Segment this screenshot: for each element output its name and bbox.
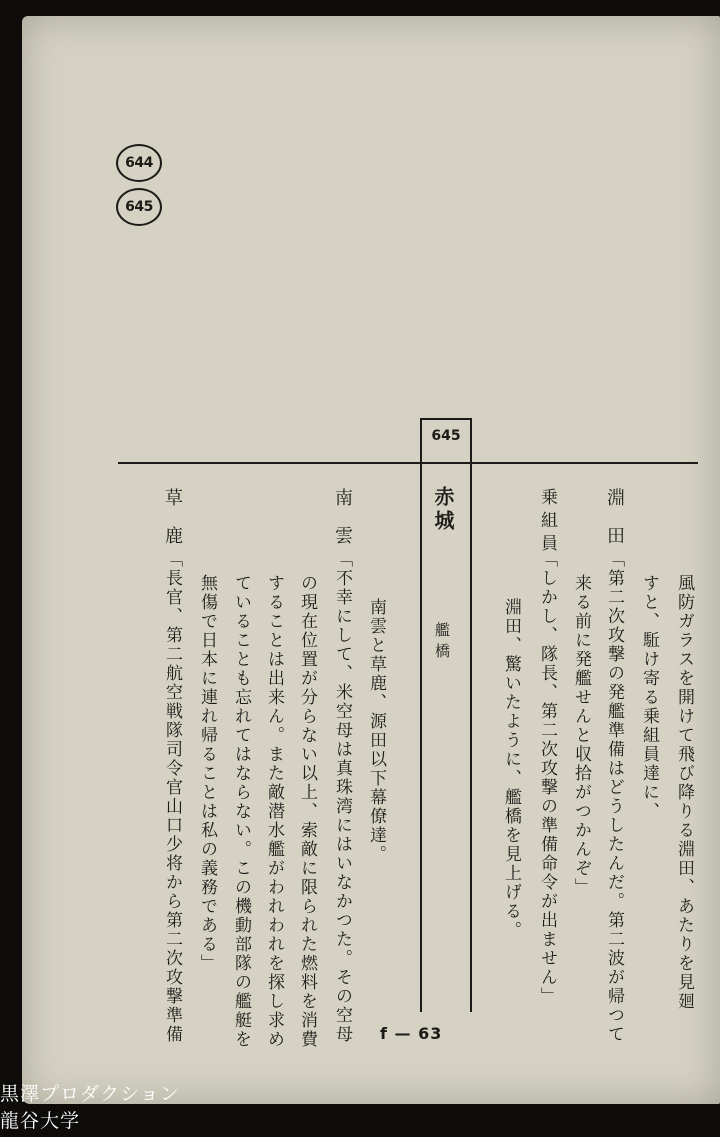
dialog-line: 来る前に発艦せんと収拾がつかんぞ」 [571,574,591,897]
action-line: すと、駈け寄る乗組員達に、 [639,574,659,821]
dialog-line: 「しかし、隊長、第二次攻撃の準備命令が出ません」 [537,550,557,1006]
header-rule [118,462,698,464]
watermark-production: 黒澤プロダクション [0,1083,180,1105]
circled-page-number: 645 [116,188,162,226]
action-line: 南雲と草鹿、源田以下幕僚達。 [366,598,386,864]
page-footer: f — 63 [380,1024,443,1043]
action-line: 淵田、驚いたように、艦橋を見上げる。 [501,598,521,940]
speaker-name: 草鹿 [162,488,183,564]
speaker-name: 南雲 [332,488,353,564]
watermark-university: 龍谷大学 [0,1110,81,1132]
speaker-name: 乗組員 [537,488,557,557]
scene-place: 赤城 [431,486,455,534]
scene-number: 645 [431,428,461,444]
dialog-line: することは出来ん。また敵潜水艦がわれわれを探し求め [264,574,284,1049]
dialog-line: ていることも忘れてはならない。この機動部隊の艦艇を [231,574,251,1049]
speaker-name: 淵田 [604,488,625,564]
action-line: 風防ガラスを開けて飛び降りる淵田、あたりを見廻 [674,574,694,1011]
circled-page-number: 644 [116,144,162,182]
dialog-line: 「不幸にして、米空母は真珠湾にはいなかつた。その空母 [332,550,352,1044]
scene-spot: 艦橋 [433,622,451,664]
dialog-line: 「第二次攻撃の発艦準備はどうしたんだ。第二波が帰つて [604,550,624,1044]
dialog-line: の現在位置が分らない以上、索敵に限られた燃料を消費 [297,574,317,1049]
dialog-line: 無傷で日本に連れ帰ることは私の義務である」 [197,574,217,973]
dialog-line: 「長官、第二航空戦隊司令官山口少将から第二次攻撃準備 [162,550,182,1044]
